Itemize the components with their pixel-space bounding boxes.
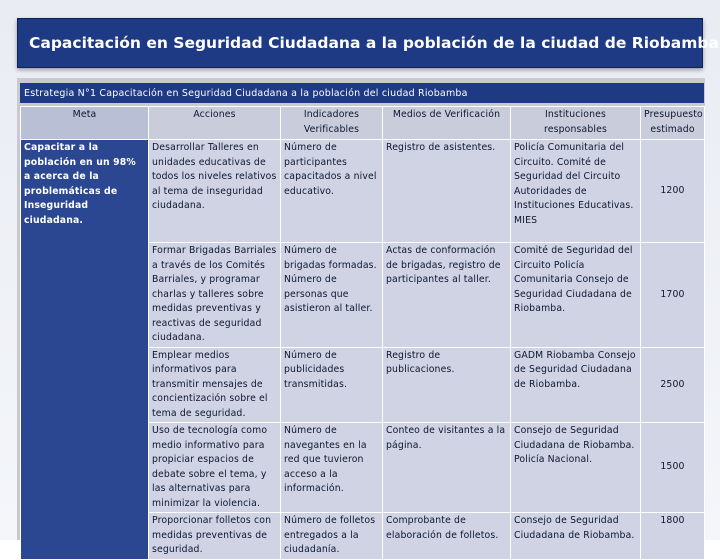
- accion-cell: Uso de tecnología como medio informativo para propiciar espacios de debate sobre el tema, y las alternativas para minimizar la violencia.: [149, 423, 281, 513]
- indicador-cell: Número de participantes capacitados a nivel educativo.: [281, 140, 383, 243]
- action-plan-table: [20, 106, 705, 560]
- medio-cell: Conteo de visitantes a la página.: [383, 423, 511, 513]
- instituciones-cell: GADM Riobamba Consejo de Seguridad Ciudadana de Riobamba.: [511, 347, 641, 423]
- indicador-cell: Número de folletos entregados a la ciudadanía.: [281, 513, 383, 560]
- presupuesto-cell: 1700: [641, 243, 705, 348]
- header-meta: Meta: [21, 107, 149, 140]
- instituciones-cell: Consejo de Seguridad Ciudadana de Riobamba.: [511, 513, 641, 560]
- medio-cell: Comprobante de elaboración de folletos.: [383, 513, 511, 560]
- medio-cell: Registro de publicaciones.: [383, 347, 511, 423]
- accion-cell: Proporcionar folletos con medidas preventivas de seguridad.: [149, 513, 281, 560]
- medio-cell: Actas de conformación de brigadas, registro de participantes al taller.: [383, 243, 511, 348]
- presupuesto-cell: 2500: [641, 347, 705, 423]
- indicador-cell: Número de publicidades transmitidas.: [281, 347, 383, 423]
- slide-title: Capacitación en Seguridad Ciudadana a la población de la ciudad de Riobamba: [17, 18, 703, 68]
- medio-cell: Registro de asistentes.: [383, 140, 511, 243]
- accion-cell: Emplear medios informativos para transmitir mensajes de concientización sobre el tema de seguridad.: [149, 347, 281, 423]
- table-header-row: [21, 107, 705, 140]
- indicador-cell: Número de brigadas formadas. Número de personas que asistieron al taller.: [281, 243, 383, 348]
- presupuesto-cell: 1200: [641, 140, 705, 243]
- instituciones-cell: Policía Comunitaria del Circuito. Comité de Seguridad del Circuito Autoridades de Instituciones Educativas. MIES: [511, 140, 641, 243]
- header-instituciones: Instituciones responsables: [511, 107, 641, 140]
- table-row: [21, 140, 705, 243]
- presupuesto-cell: 1500: [641, 423, 705, 513]
- indicador-cell: Número de navegantes en la red que tuvieron acceso a la información.: [281, 423, 383, 513]
- header-acciones: Acciones: [149, 107, 281, 140]
- header-presupuesto: Presupuesto estimado: [641, 107, 705, 140]
- header-indicadores: Indicadores Verificables: [281, 107, 383, 140]
- instituciones-cell: Comité de Seguridad del Circuito Policía Comunitaria Consejo de Seguridad Ciudadana de Riobamba.: [511, 243, 641, 348]
- accion-cell: Desarrollar Talleres en unidades educativas de todos los niveles relativos al tema de inseguridad ciudadana.: [149, 140, 281, 243]
- strategy-heading: Estrategia N°1 Capacitación en Seguridad Ciudadana a la población del ciudad Riobamba: [20, 83, 704, 103]
- header-medios: Medios de Verificación: [383, 107, 511, 140]
- accion-cell: Formar Brigadas Barriales a través de los Comités Barriales, y programar charlas y talleres sobre medidas preventivas y reactivas de seguridad ciudadana.: [149, 243, 281, 348]
- instituciones-cell: Consejo de Seguridad Ciudadana de Riobamba. Policía Nacional.: [511, 423, 641, 513]
- meta-cell: Capacitar a la población en un 98% a acerca de la problemáticas de Inseguridad ciudadana.: [21, 140, 149, 560]
- presupuesto-cell: 1800: [641, 513, 705, 560]
